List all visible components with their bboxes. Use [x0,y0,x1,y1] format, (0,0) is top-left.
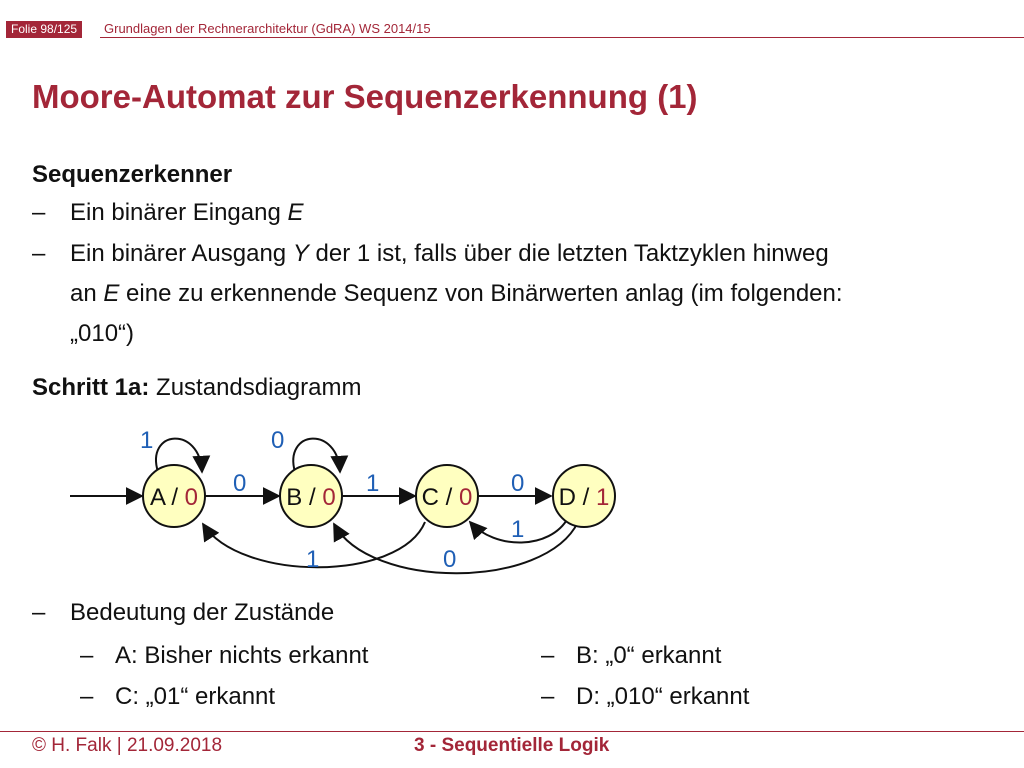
label-a-b: 0 [233,470,247,497]
state-a-label: A / 0 [149,484,199,511]
state-diagram [0,410,1024,580]
sub-bullet-dash: – [80,683,94,710]
meaning-heading: Bedeutung der Zustände [70,599,335,626]
sub-bullet-dash: – [80,642,94,669]
meaning-item-a: A: Bisher nichts erkannt [115,642,369,669]
step-text: Zustandsdiagramm [149,374,362,401]
bullet-text: an [70,280,104,307]
bullet-dash: – [32,199,46,226]
state-c-label: C / 0 [421,484,473,511]
sub-bullet-dash: – [541,642,555,669]
variable-e: E [103,280,120,307]
footer-divider [0,731,1024,732]
bullet-output-line3: „010“) [70,320,135,347]
bullet-dash: – [32,599,46,626]
step-heading [32,374,361,402]
sub-bullet-dash: – [541,683,555,710]
meaning-item-c: C: „01“ erkannt [115,683,276,710]
label-b-c: 1 [366,470,380,497]
state-b [280,465,342,527]
header-divider [100,37,1024,38]
state-c [416,465,478,527]
step-label: Schritt 1a: [32,374,150,401]
intro-heading: Sequenzerkenner [32,161,233,188]
bullet-output-line1 [70,240,829,268]
state-a [143,465,205,527]
meaning-item-d: D: „010“ erkannt [576,683,750,710]
label-a-a: 1 [140,427,154,454]
label-d-b: 0 [443,546,457,573]
footer-chapter: 3 - Sequentielle Logik [414,735,610,756]
state-b-label: B / 0 [286,484,336,511]
bullet-output-line2 [70,280,843,308]
label-c-d: 0 [511,470,525,497]
label-b-b: 0 [271,427,285,454]
slide-number-badge: Folie 98/125 [6,21,82,38]
bullet-input [70,199,304,227]
footer-author-date: © H. Falk | 21.09.2018 [32,735,223,756]
bullet-text: der 1 ist, falls über die letzten Taktzyklen hinweg [308,240,829,267]
label-c-a: 1 [306,546,320,573]
bullet-text: Ein binärer Ausgang [70,240,293,267]
variable-y: Y [292,240,309,267]
variable-e: E [287,199,304,226]
bullet-text: Ein binärer Eingang [70,199,288,226]
label-d-c: 1 [511,516,525,543]
state-d [553,465,615,527]
meaning-item-b: B: „0“ erkannt [576,642,722,669]
bullet-dash: – [32,240,46,267]
slide-title: Moore-Automat zur Sequenzerkennung (1) [32,78,698,115]
course-title: Grundlagen der Rechnerarchitektur (GdRA) WS 2014/15 [104,21,431,36]
bullet-text: eine zu erkennende Sequenz von Binärwerten anlag (im folgenden: [119,280,843,307]
state-d-label: D / 1 [558,484,610,511]
